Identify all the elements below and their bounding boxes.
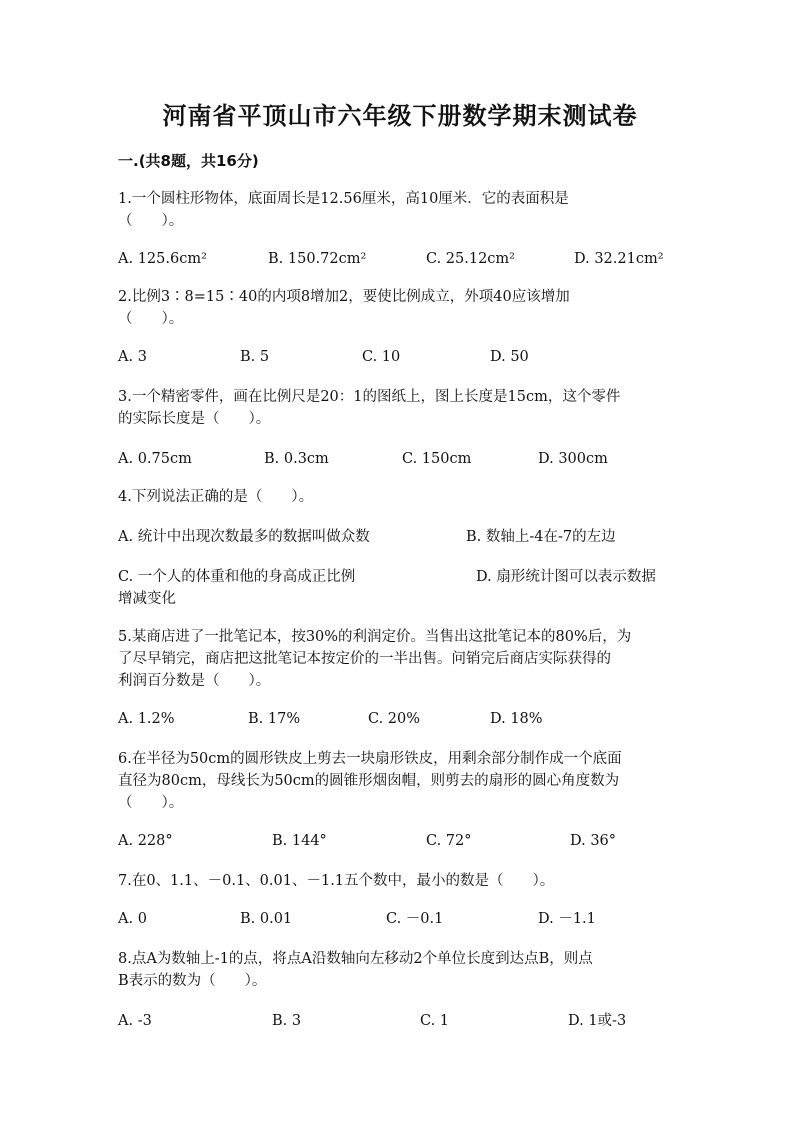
option-a: A. 0 — [118, 911, 147, 927]
option-d: D. 300cm — [538, 451, 608, 467]
question-7 — [118, 870, 678, 892]
option-a: A. 1.2% — [118, 711, 175, 727]
option-b: B. 3 — [272, 1013, 302, 1029]
option-a: A. 125.6cm² — [118, 251, 207, 267]
question-text-line: 5.某商店进了一批笔记本，按30%的利润定价。当售出这批笔记本的80%后，为 — [118, 629, 632, 645]
question-text-line: B表示的数为（ ）。 — [118, 973, 267, 989]
option-a: A. 3 — [118, 349, 147, 365]
question-5 — [118, 626, 678, 692]
option-a: A. 0.75cm — [118, 451, 192, 467]
question-text-line: 7.在0、1.1、－0.1、0.01、－1.1五个数中，最小的数是（ ）。 — [118, 873, 555, 889]
options-row — [118, 248, 688, 270]
options-row — [118, 588, 688, 610]
options-row — [118, 566, 688, 588]
question-text-line: 利润百分数是（ ）。 — [118, 673, 271, 689]
option-c: C. 10 — [362, 349, 401, 365]
option-b: B. 17% — [248, 711, 301, 727]
options-row — [118, 448, 688, 470]
question-4 — [118, 486, 678, 508]
option-d: D. 18% — [490, 711, 543, 727]
question-1 — [118, 188, 678, 232]
options-row — [118, 346, 688, 368]
option-d-continued: 增减变化 — [118, 591, 176, 607]
option-a: A. 统计中出现次数最多的数据叫做众数 — [118, 529, 370, 545]
option-a: A. -3 — [118, 1013, 152, 1029]
options-row — [118, 526, 688, 548]
option-b: B. 5 — [240, 349, 270, 365]
question-text-line: 8.点A为数轴上-1的点，将点A沿数轴向左移动2个单位长度到达点B，则点 — [118, 951, 593, 967]
option-c: C. 150cm — [402, 451, 472, 467]
option-d: D. 32.21cm² — [574, 251, 664, 267]
section-heading: 一.(共8题，共16分) — [118, 152, 259, 170]
option-d: D. 扇形统计图可以表示数据 — [476, 569, 656, 585]
question-text-line: 4.下列说法正确的是（ ）。 — [118, 489, 314, 505]
options-row — [118, 830, 688, 852]
option-b: B. 144° — [272, 833, 327, 849]
option-c: C. 1 — [420, 1013, 450, 1029]
option-d: D. －1.1 — [538, 911, 596, 927]
option-d: D. 1或-3 — [568, 1013, 627, 1029]
option-d: D. 36° — [570, 833, 617, 849]
question-3 — [118, 386, 678, 430]
question-text-line: 2.比例3∶8=15∶40的内项8增加2，要使比例成立，外项40应该增加 — [118, 289, 570, 305]
option-c: C. 一个人的体重和他的身高成正比例 — [118, 569, 356, 585]
question-text-line: 了尽早销完，商店把这批笔记本按定价的一半出售。问销完后商店实际获得的 — [118, 651, 611, 667]
options-row — [118, 708, 688, 730]
option-a: A. 228° — [118, 833, 173, 849]
question-text-line: 6.在半径为50cm的圆形铁皮上剪去一块扇形铁皮，用剩余部分制作成一个底面 — [118, 751, 622, 767]
question-6 — [118, 748, 678, 814]
question-text-line: （ ）。 — [118, 213, 184, 229]
option-b: B. 0.01 — [240, 911, 293, 927]
options-row — [118, 1010, 688, 1032]
question-text-line: 3.一个精密零件，画在比例尺是20：1的图纸上，图上长度是15cm，这个零件 — [118, 389, 621, 405]
page-title: 河南省平顶山市六年级下册数学期末测试卷 — [162, 102, 638, 130]
option-b: B. 150.72cm² — [268, 251, 367, 267]
question-text-line: 1.一个圆柱形物体，底面周长是12.56厘米，高10厘米．它的表面积是 — [118, 191, 569, 207]
option-c: C. 72° — [426, 833, 472, 849]
option-c: C. －0.1 — [386, 911, 444, 927]
option-b: B. 0.3cm — [264, 451, 329, 467]
question-8 — [118, 948, 678, 992]
question-text-line: 的实际长度是（ ）。 — [118, 411, 271, 427]
question-text-line: （ ）。 — [118, 795, 184, 811]
option-c: C. 20% — [368, 711, 421, 727]
options-row — [118, 908, 688, 930]
question-2 — [118, 286, 678, 330]
option-d: D. 50 — [490, 349, 529, 365]
option-c: C. 25.12cm² — [426, 251, 515, 267]
question-text-line: （ ）。 — [118, 311, 184, 327]
option-b: B. 数轴上-4在-7的左边 — [466, 529, 616, 545]
question-text-line: 直径为80cm，母线长为50cm的圆锥形烟囱帽，则剪去的扇形的圆心角度数为 — [118, 773, 620, 789]
